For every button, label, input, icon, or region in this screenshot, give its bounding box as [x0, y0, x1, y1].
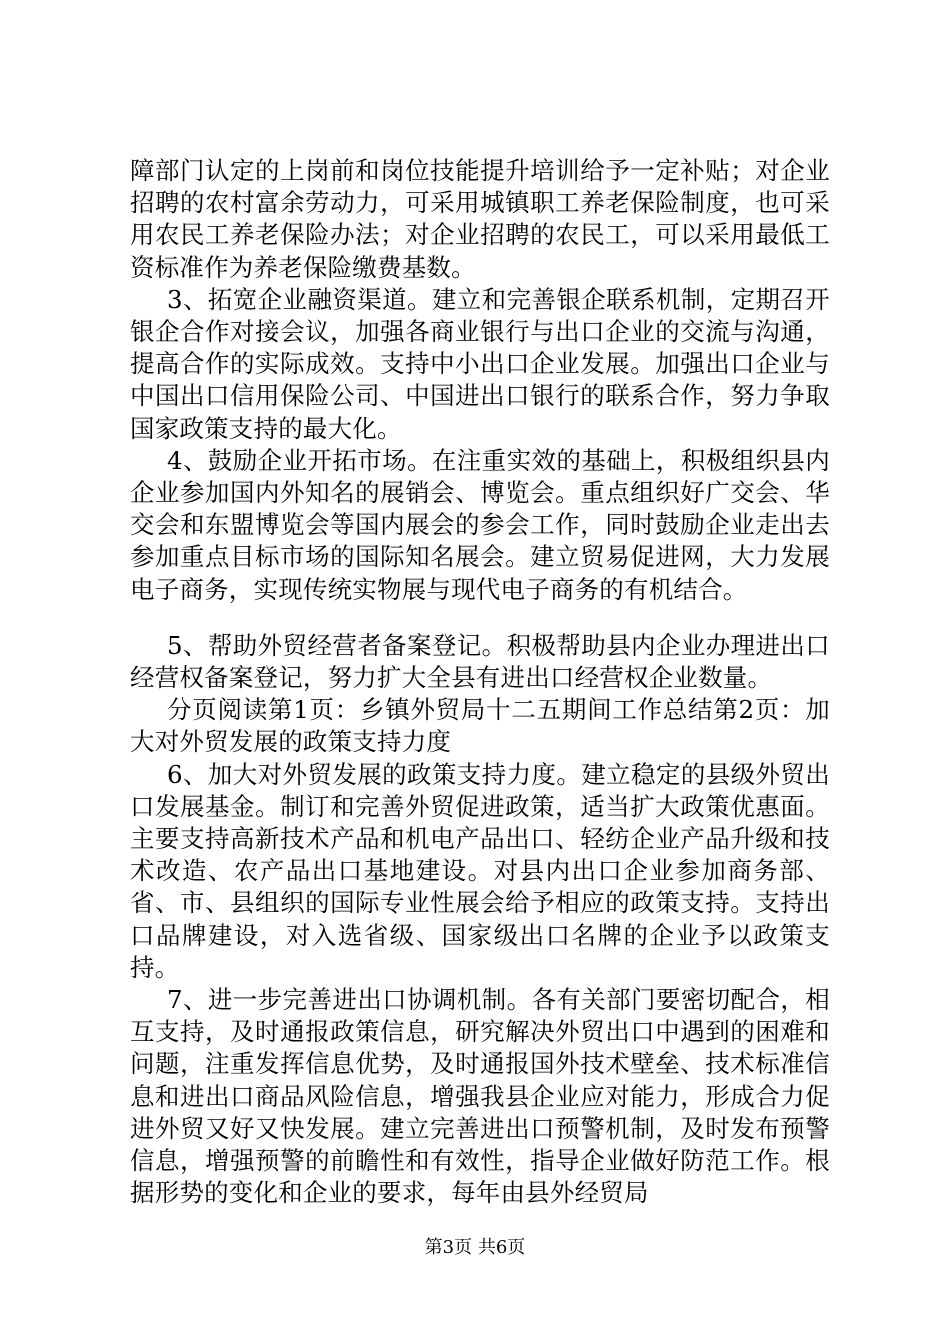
paragraph-market-expansion: 4、鼓励企业开拓市场。在注重实效的基础上，积极组织县内企业参加国内外知名的展销会、博览会。重点组织好广交会、华交会和东盟博览会等国内展会的参会工作，同时鼓励企业走出去参加重点目标市场的国际知名展会。建立贸易促进网，大力发展电子商务，实现传统实物展与现代电子商务的有机结合。	[130, 445, 830, 604]
paragraph-policy-support: 6、加大对外贸发展的政策支持力度。建立稳定的县级外贸出口发展基金。制订和完善外贸促进政策，适当扩大政策优惠面。主要支持高新技术产品和机电产品出口、轻纺企业产品升级和技术改造、农产品出口基地建设。对县内出口企业参加商务部、省、市、县组织的国际专业性展会给予相应的政策支持。支持出口品牌建设，对入选省级、国家级出口名牌的企业予以政策支持。	[130, 759, 830, 982]
paragraph-financing-channels: 3、拓宽企业融资渠道。建立和完善银企联系机制，定期召开银企合作对接会议，加强各商业银行与出口企业的交流与沟通，提高合作的实际成效。支持中小出口企业发展。加强出口企业与中国出口信用保险公司、中国进出口银行的联系合作，努力争取国家政策支持的最大化。	[130, 284, 830, 443]
page-footer: 第3页 共6页	[424, 1237, 526, 1258]
paragraph-registration: 5、帮助外贸经营者备案登记。积极帮助县内企业办理进出口经营权备案登记，努力扩大全县有进出口经营权企业数量。	[130, 630, 830, 693]
document-body	[130, 155, 830, 1210]
paragraph-continuation: 障部门认定的上岗前和岗位技能提升培训给予一定补贴；对企业招聘的农村富余劳动力，可采用城镇职工养老保险制度，也可采用农民工养老保险办法；对企业招聘的农民工，可以采用最低工资标准作为养老保险缴费基数。	[130, 156, 830, 282]
paragraph-coordination-mechanism: 7、进一步完善进出口协调机制。各有关部门要密切配合，相互支持，及时通报政策信息，研究解决外贸出口中遇到的困难和问题，注重发挥信息优势，及时通报国外技术壁垒、技术标准信息和进出口商品风险信息，增强我县企业应对能力，形成合力促进外贸又好又快发展。建立完善进出口预警机制，及时发布预警信息，增强预警的前瞻性和有效性，指导企业做好防范工作。根据形势的变化和企业的要求，每年由县外经贸局	[130, 985, 830, 1208]
page-navigation-text: 分页阅读第1页：乡镇外贸局十二五期间工作总结第2页：加大对外贸发展的政策支持力度	[130, 695, 830, 757]
